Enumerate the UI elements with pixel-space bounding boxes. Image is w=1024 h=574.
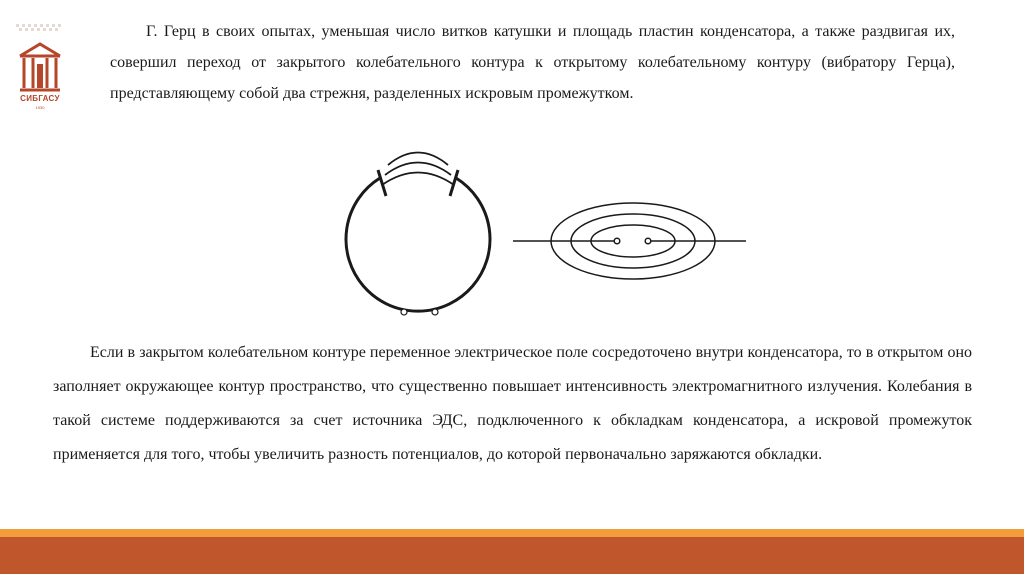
paragraph-open-circuit-radiation: Если в закрытом колебательном контуре переменное электрическое поле сосредоточено внутри конденсатора, то в открытом оно заполняет окружающее контур пространство, что существенно повышает интенсивность электромагнитного излучения. Колебания в такой системе поддерживаются за счет источника ЭДС, подключенного к обкладкам конденсатора, а искровой промежуток применяется для того, чтобы увеличить разность потенциалов, до которой первоначально заряжаются обкладки. — [53, 344, 972, 463]
logo-caption: СИБГАСУ — [20, 94, 60, 103]
logo-subcaption: 1930 — [35, 105, 45, 110]
open-circular-loop-diagram — [346, 153, 490, 316]
footer-accent-bar — [0, 529, 1024, 537]
footer-band — [0, 537, 1024, 574]
oscillating-circuit-figure — [330, 150, 770, 330]
paragraph-hertz-experiment: Г. Герц в своих опытах, уменьшая число витков катушки и площадь пластин конденсатора, а также раздвигая их, совершил переход от закрытого колебательного контура к открытому колебательному контуру (вибратору Герца), представляющему собой два стрежня, разделенных искровым промежутком. — [110, 23, 955, 102]
dipole-field-lines-diagram — [513, 203, 746, 279]
